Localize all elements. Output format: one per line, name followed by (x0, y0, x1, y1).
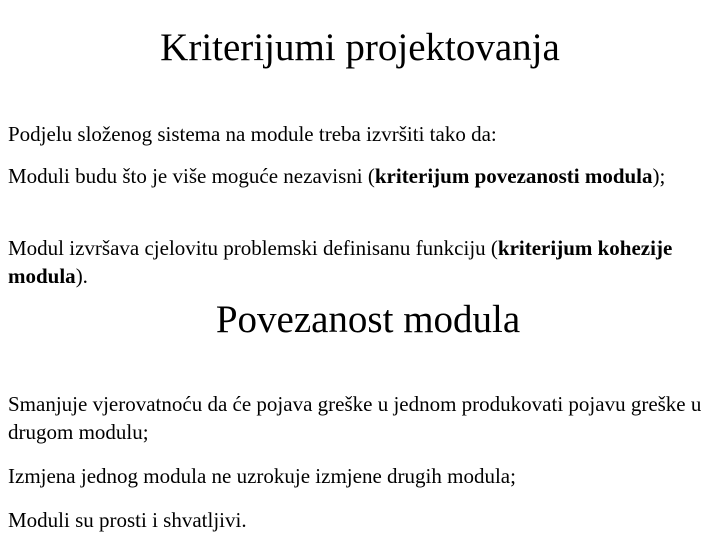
coupling-item-errors: Smanjuje vjerovatnoću da će pojava greške u jednom produkovati pojavu greške u drugom modulu; (8, 392, 702, 444)
slide-title-criteria: Kriterijumi projektovanja (160, 26, 560, 69)
criteria-item-cohesion (8, 234, 714, 290)
coupling-item-simple: Moduli su prosti i shvatljivi. (8, 508, 247, 532)
slide-title-coupling: Povezanost modula (215, 298, 521, 341)
criteria-item-coupling-end: ); (652, 164, 666, 188)
criteria-item-coupling-term: kriterijum povezanosti modula (374, 164, 653, 188)
coupling-item-changes: Izmjena jednog modula ne uzrokuje izmjene drugih modula; (8, 464, 516, 488)
criteria-item-cohesion-term: kriterijum kohezije modula (8, 236, 673, 288)
criteria-item-coupling-text: Moduli budu što je više moguće nezavisni ( (8, 164, 375, 188)
intro-paragraph: Podjelu složenog sistema na module treba izvršiti tako da: (8, 122, 497, 146)
criteria-item-cohesion-text: Modul izvršava cjelovitu problemski definisanu funkciju ( (8, 236, 498, 260)
criteria-item-coupling (8, 162, 714, 190)
criteria-item-cohesion-end: ). (75, 264, 88, 288)
